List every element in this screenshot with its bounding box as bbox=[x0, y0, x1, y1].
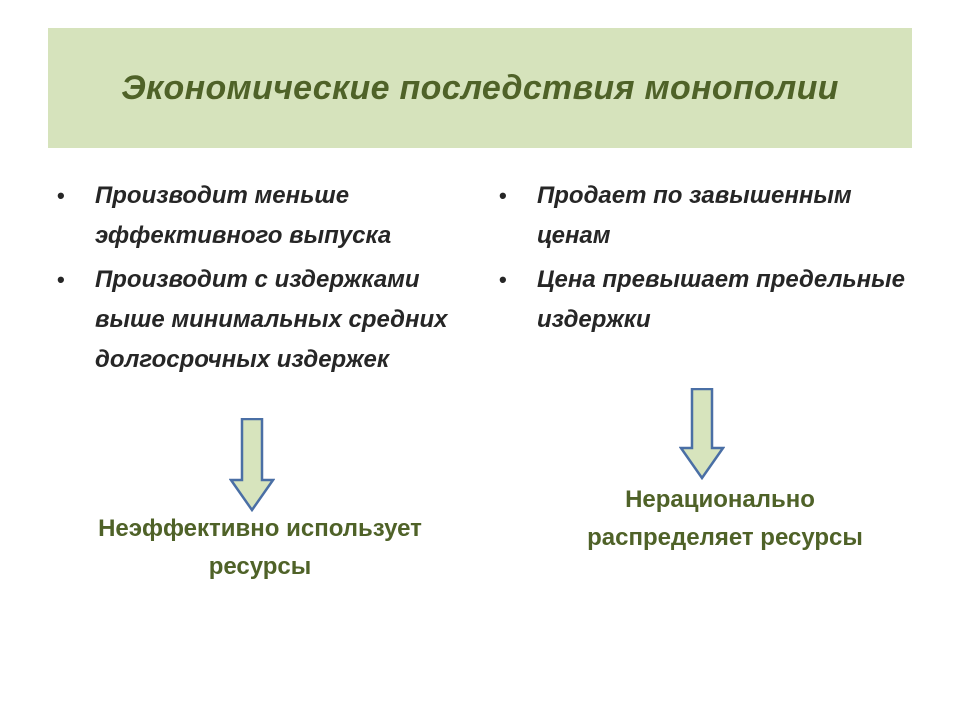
right-conclusion bbox=[555, 481, 885, 557]
title-banner bbox=[48, 28, 912, 148]
left-conclusion: Неэффективно использует ресурсы bbox=[98, 515, 422, 580]
list-item bbox=[55, 260, 455, 380]
right-conclusion-line-1: Нерационально bbox=[625, 486, 815, 513]
right-bullet-list bbox=[497, 176, 917, 340]
down-arrow-icon bbox=[679, 388, 725, 480]
list-item-text: Продает по завышенным ценам bbox=[537, 182, 852, 249]
list-item-text: Производит меньше эффективного выпуска bbox=[95, 182, 392, 249]
bullet-icon: • bbox=[499, 183, 507, 208]
left-bullet-list bbox=[55, 176, 455, 380]
down-arrow-icon bbox=[229, 418, 275, 512]
list-item bbox=[55, 176, 455, 256]
bullet-icon: • bbox=[499, 267, 507, 292]
bullet-icon: • bbox=[57, 267, 65, 292]
right-column bbox=[497, 176, 917, 344]
slide-title: Экономические последствия монополии bbox=[121, 68, 839, 107]
bullet-icon: • bbox=[57, 183, 65, 208]
right-conclusion-line-2: распределяет ресурсы bbox=[587, 524, 863, 551]
list-item bbox=[497, 260, 917, 340]
list-item-text: Цена превышает предельные издержки bbox=[537, 266, 906, 333]
left-column bbox=[55, 176, 455, 384]
list-item bbox=[497, 176, 917, 256]
list-item-text: Производит с издержками выше минимальных средних долгосрочных издержек bbox=[95, 266, 448, 373]
